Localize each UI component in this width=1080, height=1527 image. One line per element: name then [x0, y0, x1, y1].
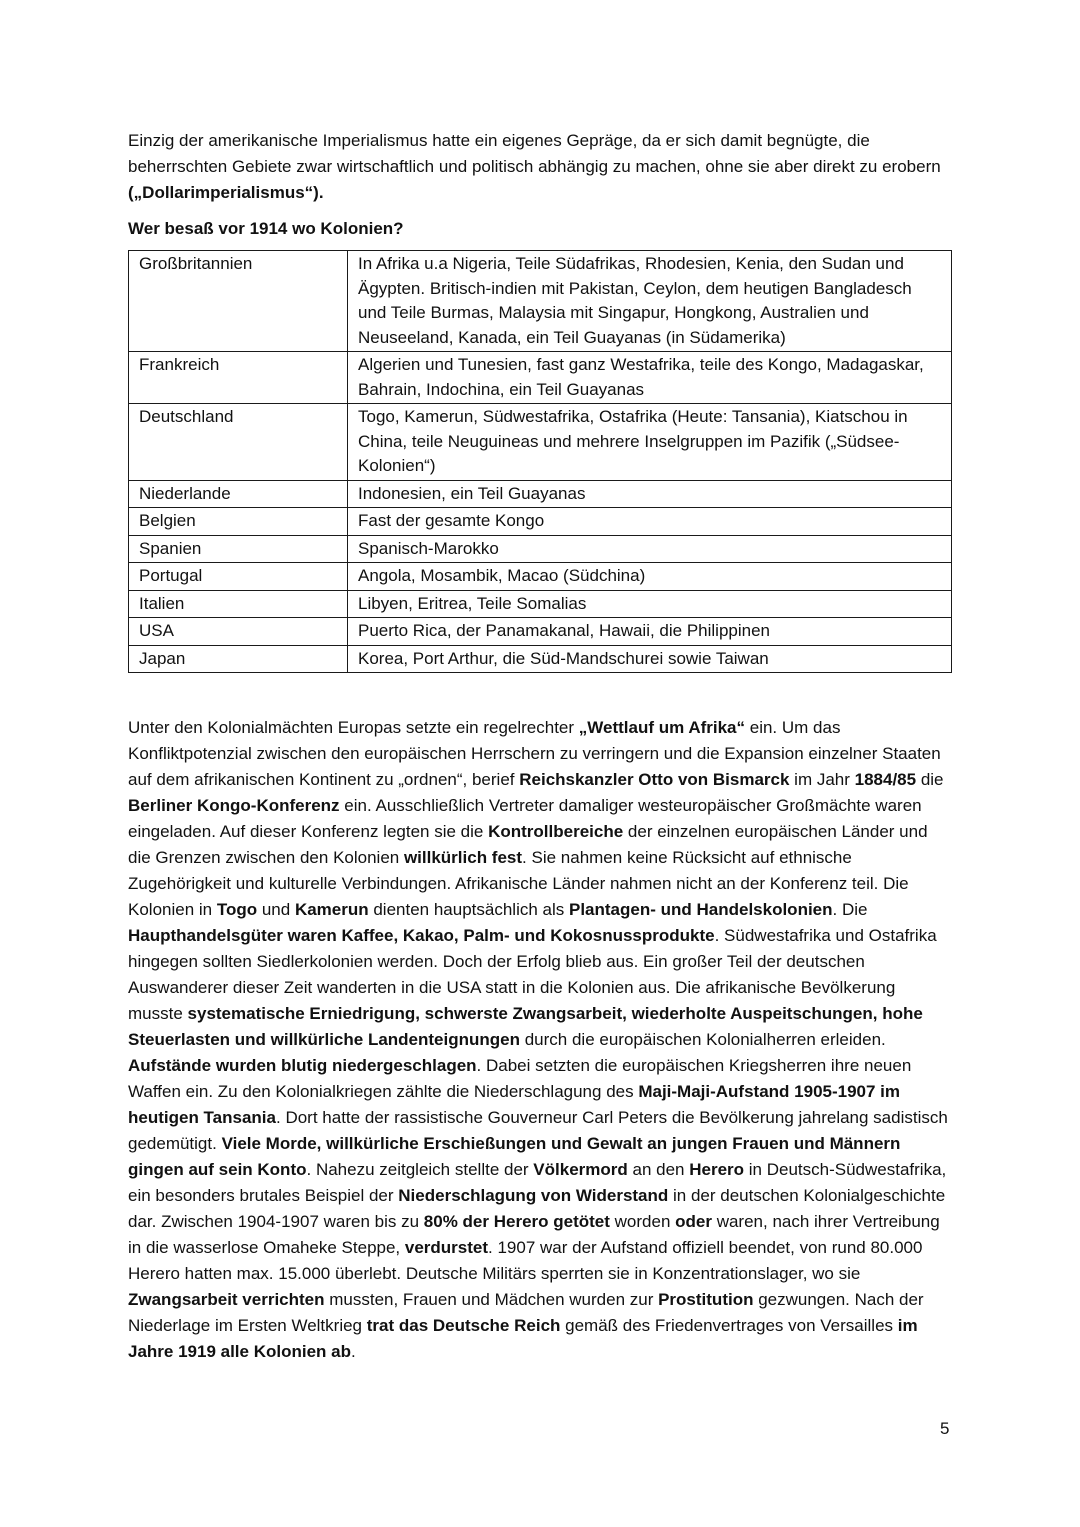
- table-row: [129, 352, 952, 404]
- page-number: 5: [940, 1419, 950, 1438]
- document-page: [128, 128, 952, 1365]
- text-run: . Dort hatte der rassistische Gouverneur Carl Peters die Bevölkerung jahrelang sadistisch gedemütigt.: [128, 1108, 948, 1153]
- bold-text-run: Maji-Maji-Aufstand 1905-1907 im heutigen Tansania: [128, 1082, 901, 1127]
- bold-text-run: 1884/85: [854, 770, 917, 789]
- text-run: im Jahr: [789, 770, 855, 789]
- country-cell: Belgien: [129, 508, 348, 536]
- table-heading: Wer besaß vor 1914 wo Kolonien?: [128, 219, 404, 238]
- bold-text-run: Togo: [216, 900, 258, 919]
- text-run: . Südwestafrika und Ostafrika hingegen sollten Siedlerkolonien werden. Doch der Erfolg blieb aus. Ein großer Teil der deutschen Auswanderer dieser Zeit wanderten in die USA statt in die Kolonien aus. Die afrikanische Bevölkerung musste: [128, 926, 937, 1023]
- table-row: [129, 618, 952, 646]
- table-row: [129, 645, 952, 673]
- territories-cell: Puerto Rica, der Panamakanal, Hawaii, die Philippinen: [348, 618, 952, 646]
- bold-text-run: Herero: [689, 1160, 745, 1179]
- text-run: in der deutschen Kolonialgeschichte dar. Zwischen 1904-1907 waren bis zu: [128, 1186, 946, 1231]
- bold-text-run: trat das Deutsche Reich: [366, 1316, 561, 1335]
- text-run: mussten, Frauen und Mädchen wurden zur: [324, 1290, 659, 1309]
- text-run: in Deutsch-Südwestafrika, ein besonders brutales Beispiel der: [128, 1160, 947, 1205]
- text-run: durch die europäischen Kolonialherren erleiden.: [520, 1030, 886, 1049]
- territories-cell: In Afrika u.a Nigeria, Teile Südafrikas, Rhodesien, Kenia, den Sudan und Ägypten. Britisch-indien mit Pakistan, Ceylon, dem heutigen Bangladesch und Teile Burmas, Malaysia mit Singapur, Hongkong, Australien und Neuseeland, Kanada, ein Teil Guayanas (in Südamerika): [348, 251, 952, 352]
- colonies-table: [128, 250, 952, 673]
- country-cell: Niederlande: [129, 480, 348, 508]
- country-cell: Japan: [129, 645, 348, 673]
- country-cell: Italien: [129, 590, 348, 618]
- bold-text-run: Kontrollbereiche: [488, 822, 624, 841]
- text-run: gemäß des Friedenvertrages von Versailles: [560, 1316, 898, 1335]
- territories-cell: Togo, Kamerun, Südwestafrika, Ostafrika (Heute: Tansania), Kiatschou in China, teile Neuguineas und mehrere Inselgruppen im Pazifik („Südsee-Kolonien“): [348, 404, 952, 481]
- bold-text-run: im Jahre 1919 alle Kolonien ab: [128, 1316, 918, 1361]
- bold-text-run: („Dollarimperialismus“).: [128, 183, 324, 202]
- intro-paragraph: [128, 128, 952, 206]
- territories-cell: Korea, Port Arthur, die Süd-Mandschurei sowie Taiwan: [348, 645, 952, 673]
- bold-text-run: Kamerun: [294, 900, 369, 919]
- table-row: [129, 508, 952, 536]
- text-run: worden: [609, 1212, 676, 1231]
- bold-text-run: Haupthandelsgüter waren Kaffee, Kakao, Palm- und Kokosnussprodukte: [128, 926, 715, 945]
- bold-text-run: 80% der Herero getötet: [423, 1212, 610, 1231]
- table-row: [129, 480, 952, 508]
- text-run: . Die: [832, 900, 868, 919]
- text-run: .: [350, 1342, 356, 1361]
- bold-text-run: willkürlich fest: [403, 848, 523, 867]
- bold-text-run: Viele Morde, willkürliche Erschießungen und Gewalt an jungen Frauen und Männern gingen auf sein Konto: [128, 1134, 901, 1179]
- bold-text-run: Reichskanzler Otto von Bismarck: [519, 770, 790, 789]
- territories-cell: Libyen, Eritrea, Teile Somalias: [348, 590, 952, 618]
- text-run: die: [916, 770, 944, 789]
- country-cell: USA: [129, 618, 348, 646]
- text-run: der einzelnen europäischen Länder und die Grenzen zwischen den Kolonien: [128, 822, 928, 867]
- table-row: [129, 535, 952, 563]
- text-run: waren, nach ihrer Vertreibung in die wasserlose Omaheke Steppe,: [128, 1212, 940, 1257]
- bold-text-run: Zwangsarbeit verrichten: [128, 1290, 325, 1309]
- country-cell: Deutschland: [129, 404, 348, 481]
- bold-text-run: Plantagen- und Handelskolonien: [568, 900, 833, 919]
- bold-text-run: systematische Erniedrigung, schwerste Zwangsarbeit, wiederholte Auspeitschungen, hohe Steuerlasten und willkürliche Landenteignungen: [128, 1004, 923, 1049]
- text-run: . 1907 war der Aufstand offiziell beendet, von rund 80.000 Herero hatten max. 15.000 überlebt. Deutsche Militärs sperrten sie in Konzentrationslager, wo sie: [128, 1238, 923, 1283]
- text-run: ein. Ausschließlich Vertreter damaliger westeuropäischer Großmächte waren eingeladen. Auf dieser Konferenz legten sie die: [128, 796, 922, 841]
- text-run: ein. Um das Konfliktpotenzial zwischen den europäischen Herrschern zu verringern und die Expansion einzelner Staaten auf dem afrikanischen Kontinent zu „ordnen“, berief: [128, 718, 941, 789]
- body-paragraph: [128, 715, 952, 1365]
- territories-cell: Algerien und Tunesien, fast ganz Westafrika, teile des Kongo, Madagaskar, Bahrain, Indochina, ein Teil Guayanas: [348, 352, 952, 404]
- table-row: [129, 590, 952, 618]
- bold-text-run: „Wettlauf um Afrika“: [578, 718, 746, 737]
- territories-cell: Spanisch-Marokko: [348, 535, 952, 563]
- country-cell: Portugal: [129, 563, 348, 591]
- bold-text-run: Berliner Kongo-Konferenz: [128, 796, 340, 815]
- text-run: und: [257, 900, 295, 919]
- bold-text-run: oder: [675, 1212, 712, 1231]
- text-run: gezwungen. Nach der Niederlage im Ersten Weltkrieg: [128, 1290, 924, 1335]
- country-cell: Frankreich: [129, 352, 348, 404]
- territories-cell: Angola, Mosambik, Macao (Südchina): [348, 563, 952, 591]
- text-run: an den: [627, 1160, 690, 1179]
- text-run: . Sie nahmen keine Rücksicht auf ethnische Zugehörigkeit und kulturelle Verbindungen. Afrikanische Länder nahmen nicht an der Konferenz teil. Die Kolonien in: [128, 848, 909, 919]
- territories-cell: Fast der gesamte Kongo: [348, 508, 952, 536]
- text-run: Einzig der amerikanische Imperialismus hatte ein eigenes Gepräge, da er sich damit begnügte, die beherrschten Gebiete zwar wirtschaftlich und politisch abhängig zu machen, ohne sie aber direkt zu erobern: [128, 131, 941, 176]
- bold-text-run: verdurstet: [404, 1238, 489, 1257]
- bold-text-run: Aufstände wurden blutig niedergeschlagen: [128, 1056, 477, 1075]
- territories-cell: Indonesien, ein Teil Guayanas: [348, 480, 952, 508]
- bold-text-run: Prostitution: [658, 1290, 754, 1309]
- text-run: dienten hauptsächlich als: [368, 900, 569, 919]
- text-run: . Nahezu zeitgleich stellte der: [306, 1160, 534, 1179]
- text-run: Unter den Kolonialmächten Europas setzte ein regelrechter: [128, 718, 579, 737]
- table-row: [129, 563, 952, 591]
- table-row: [129, 251, 952, 352]
- country-cell: Großbritannien: [129, 251, 348, 352]
- text-run: . Dabei setzten die europäischen Kriegsherren ihre neuen Waffen ein. Zu den Kolonialkriegen zählte die Niederschlagung des: [128, 1056, 912, 1101]
- table-row: [129, 404, 952, 481]
- bold-text-run: Völkermord: [533, 1160, 628, 1179]
- bold-text-run: Niederschlagung von Widerstand: [398, 1186, 669, 1205]
- country-cell: Spanien: [129, 535, 348, 563]
